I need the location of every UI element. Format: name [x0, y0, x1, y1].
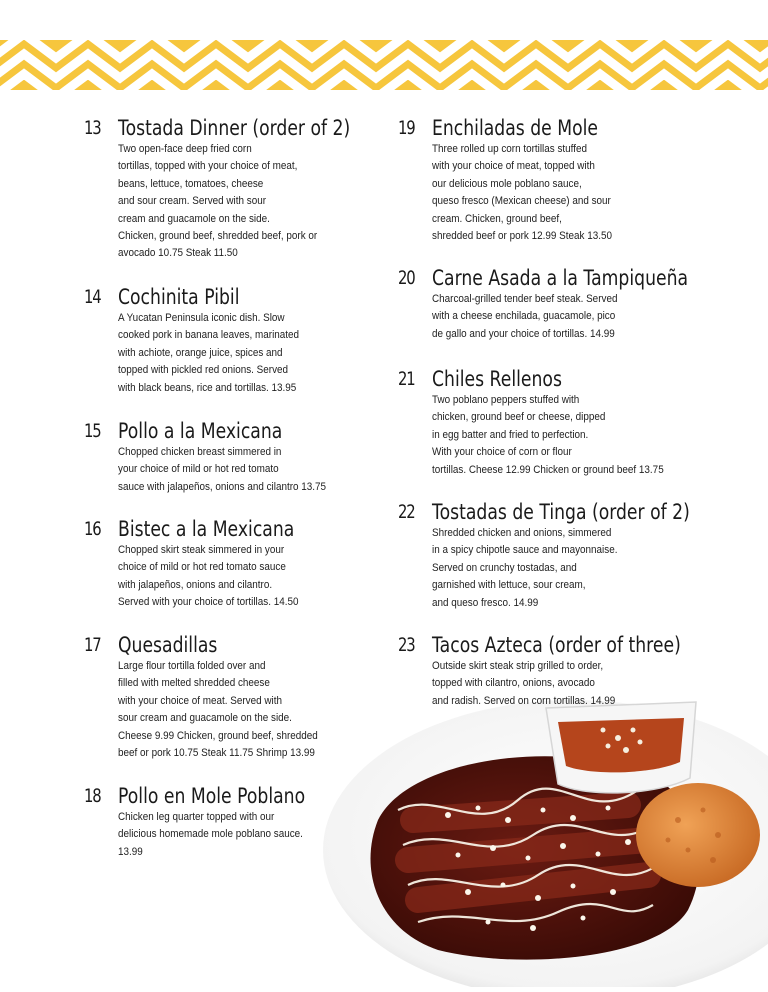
item-number: 14 [84, 286, 101, 308]
item-title: Bistec a la Mexicana [118, 517, 295, 541]
zigzag-pattern [0, 40, 768, 90]
item-description: Three rolled up corn tortillas stuffed with your choice of meat, topped with our delicious mole poblano sauce, queso fresco (Mexican cheese) and sour cream. Chicken, ground beef, shredded beef or pork 12.99 Steak 13.50 [432, 143, 612, 243]
item-description: Two poblano peppers stuffed with chicken, ground beef or cheese, dipped in egg batter and fried to perfection. With your choice of corn or flour tortillas. Cheese 12.99 Chicken or ground beef 13.75 [432, 394, 664, 476]
zigzag-banner [0, 40, 768, 90]
item-description: A Yucatan Peninsula iconic dish. Slow cooked pork in banana leaves, marinated with achiote, orange juice, spices and topped with pickled red onions. Served with black beans, rice and tortillas. 13.95 [118, 312, 300, 394]
item-number: 19 [398, 117, 415, 139]
item-title: Pollo en Mole Poblano [118, 784, 306, 808]
item-number: 13 [84, 117, 101, 139]
item-title: Quesadillas [118, 633, 218, 657]
item-title: Enchiladas de Mole [432, 116, 598, 140]
item-title: Carne Asada a la Tampiqueña [432, 266, 689, 290]
item-title: Cochinita Pibil [118, 285, 240, 309]
item-number: 21 [398, 368, 415, 390]
item-title: Pollo a la Mexicana [118, 419, 283, 443]
item-title: Tacos Azteca (order of three) [432, 633, 681, 657]
item-description: Two open-face deep fried corn tortillas, topped with your choice of meat, beans, lettuce, tomatoes, cheese and sour cream. Served with sour cream and guacamole on the side. Chicken, ground beef, shredded beef, pork or avocado 10.75 Steak 11.50 [118, 143, 318, 260]
item-description: Charcoal-grilled tender beef steak. Served with a cheese enchilada, guacamole, pico de gallo and your choice of tortillas. 14.99 [432, 293, 618, 340]
item-description: Chicken leg quarter topped with our delicious homemade mole poblano sauce. 13.99 [118, 811, 303, 858]
item-number: 15 [84, 420, 101, 442]
item-title: Tostadas de Tinga (order of 2) [432, 500, 690, 524]
item-number: 17 [84, 634, 101, 656]
item-number: 16 [84, 518, 101, 540]
item-number: 22 [398, 501, 415, 523]
item-description: Shredded chicken and onions, simmered in a spicy chipotle sauce and mayonnaise. Served on crunchy tostadas, and garnished with lettuce, sour cream, and queso fresco. 14.99 [432, 527, 618, 609]
item-number: 20 [398, 267, 415, 289]
item-number: 23 [398, 634, 415, 656]
item-description: Chopped chicken breast simmered in your choice of mild or hot red tomato sauce with jalapeños, onions and cilantro 13.75 [118, 446, 327, 493]
item-description: Outside skirt steak strip grilled to order, topped with cilantro, onions, avocado and radish. Served on corn tortillas. 14.99 [432, 660, 616, 707]
item-title: Chiles Rellenos [432, 367, 562, 391]
item-description: Large flour tortilla folded over and filled with melted shredded cheese with your choice of meat. Served with sour cream and guacamole on the side. Cheese 9.99 Chicken, ground beef, shredded beef or pork 10.75 Steak 11.75 Shrimp 13.99 [118, 660, 318, 760]
item-number: 18 [84, 785, 101, 807]
item-title: Tostada Dinner (order of 2) [118, 116, 351, 140]
item-description: Chopped skirt steak simmered in your choice of mild or hot red tomato sauce with jalapeños, onions and cilantro. Served with your choice of tortillas. 14.50 [118, 544, 299, 609]
